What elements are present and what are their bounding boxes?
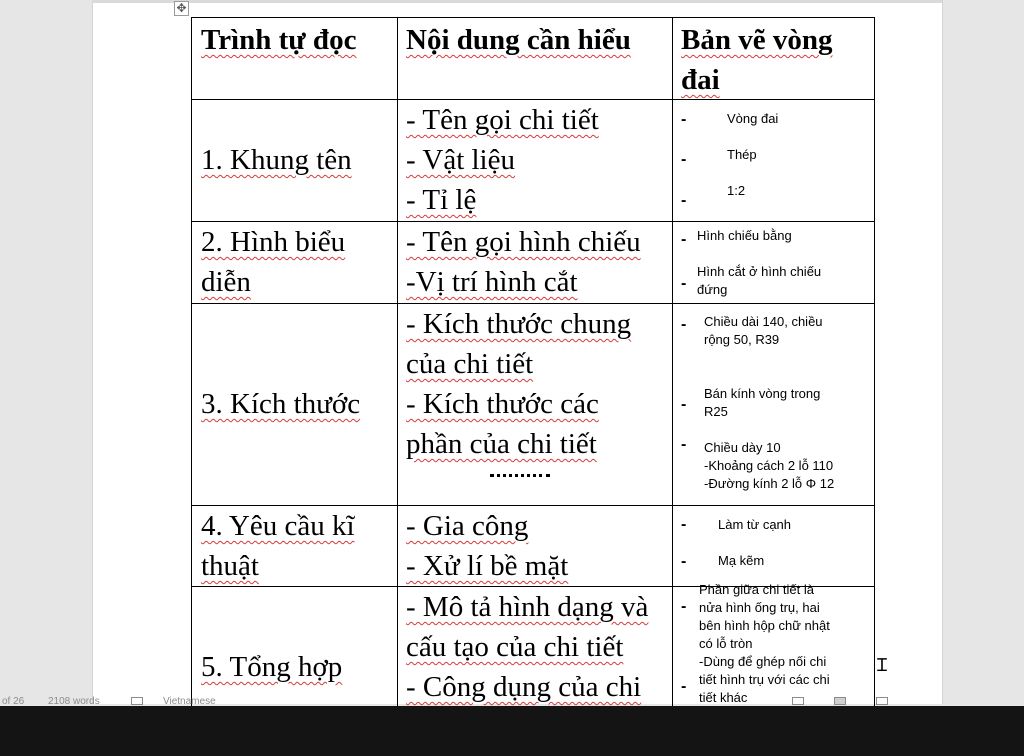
row5-answer[interactable]: Phần giữa chi tiết là nửa hình ống trụ, hai bên hình hộp chữ nhật có lỗ tròn -Dùng để ghép nối chi tiết hình trụ với các chi tiết khác [699,582,830,705]
page-top-edge [92,0,942,3]
web-layout-icon[interactable] [876,697,888,705]
row5-dash: - [681,678,687,695]
row2-dash: - [681,231,687,248]
row5-dash: - [681,598,687,615]
table-move-handle-icon[interactable]: ✥ [174,1,189,16]
row1-dash: - [681,192,687,209]
row3-dash: - [681,396,687,413]
header-drawing[interactable]: Bản vẽ vòng đai [681,24,833,96]
row5-step[interactable]: 5. Tổng hợp [201,651,343,683]
text-cursor-icon: Ɪ [877,655,888,676]
row1-step[interactable]: 1. Khung tên [201,144,352,176]
row4-content[interactable]: - Gia công - Xử lí bề mặt [406,510,569,582]
word-count[interactable]: 2108 words [48,696,100,706]
header-reading-order[interactable]: Trình tự đọc [201,24,357,56]
read-mode-icon[interactable] [792,697,804,705]
row3-answer-2[interactable]: Bán kính vòng trong R25 [704,386,821,419]
row2-dash: - [681,275,687,292]
row2-content[interactable]: - Tên gọi hình chiếu -Vị trí hình cắt [406,226,641,298]
row3-dash: - [681,316,687,333]
language-indicator[interactable]: Vietnamese [163,696,216,706]
print-layout-icon[interactable] [834,697,846,705]
row3-content[interactable]: - Kích thước chung của chi tiết - Kích thước các phần của chi tiết [406,308,632,460]
column-divider [397,18,398,708]
taskbar-area [0,706,1024,756]
reading-table [191,17,875,708]
row4-answer-2[interactable]: Mạ kẽm [718,553,765,568]
row1-dash: - [681,151,687,168]
row3-step[interactable]: 3. Kích thước [201,388,361,420]
row2-answer-1[interactable]: Hình chiếu bằng [697,228,792,243]
column-divider [672,18,673,708]
row3-dash: - [681,436,687,453]
row1-answer-3[interactable]: 1:2 [727,183,746,198]
row1-answer-2[interactable]: Thép [727,147,757,162]
row4-dash: - [681,516,687,533]
page-count[interactable]: of 26 [2,696,25,706]
row4-step[interactable]: 4. Yêu cầu kĩ thuật [201,510,355,582]
row1-dash: - [681,111,687,128]
status-bar [0,694,1024,706]
row3-answer-3[interactable]: Chiều dày 10 -Khoảng cách 2 lỗ 110 -Đường kính 2 lỗ Φ 12 [704,440,835,491]
row3-answer-1[interactable]: Chiều dài 140, chiều rộng 50, R39 [704,314,823,347]
row2-step[interactable]: 2. Hình biểu diễn [201,226,346,298]
dotted-leader [490,472,550,477]
row1-content[interactable]: - Tên gọi chi tiết - Vật liệu - Tỉ lệ [406,104,599,216]
row2-answer-2[interactable]: Hình cắt ở hình chiếu đứng [697,264,822,297]
header-content[interactable]: Nội dung cần hiểu [406,24,631,56]
proofing-icon[interactable] [131,697,143,705]
row1-answer-1[interactable]: Vòng đai [727,111,779,126]
row4-dash: - [681,553,687,570]
row4-answer-1[interactable]: Làm từ cạnh [718,517,792,532]
row5-content[interactable]: - Mô tả hình dạng và cấu tạo của chi tiết - Công dụng của chi [406,591,649,703]
